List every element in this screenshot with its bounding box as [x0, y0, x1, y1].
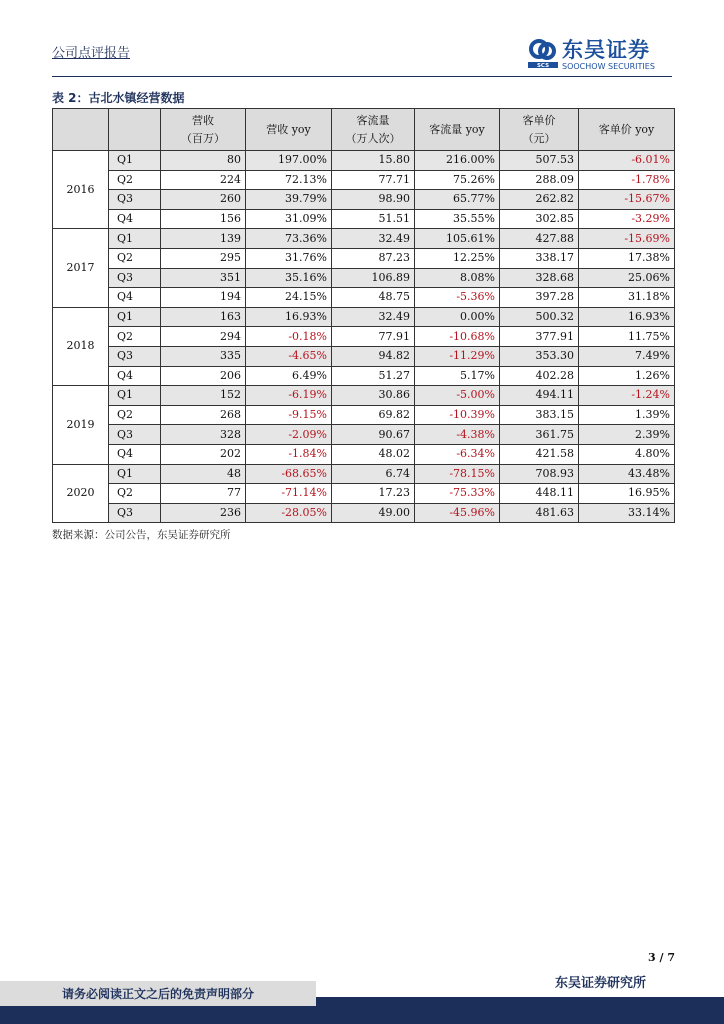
header-revenue: 营收 （百万） [161, 109, 246, 151]
quarter-cell: Q1 [109, 151, 161, 171]
table-row [53, 288, 675, 308]
value-cell: 295 [161, 248, 246, 268]
table-body [53, 151, 675, 523]
value-cell: 377.91 [500, 327, 579, 347]
value-cell: -1.78% [579, 170, 675, 190]
value-cell: -9.15% [246, 405, 332, 425]
value-cell: 163 [161, 307, 246, 327]
value-cell: -28.05% [246, 503, 332, 523]
year-cell: 2016 [53, 151, 109, 229]
quarter-cell: Q4 [109, 209, 161, 229]
value-cell: 288.09 [500, 170, 579, 190]
value-cell: -4.65% [246, 346, 332, 366]
value-cell: -15.69% [579, 229, 675, 249]
logo-mark-text: SCS [536, 63, 550, 68]
value-cell: 328 [161, 425, 246, 445]
header-year-cell [53, 109, 109, 151]
value-cell: -11.29% [415, 346, 500, 366]
year-cell: 2017 [53, 229, 109, 307]
header-divider [52, 76, 672, 77]
value-cell: 25.06% [579, 268, 675, 288]
value-cell: -6.19% [246, 386, 332, 406]
header-price-yoy: 客单价 yoy [579, 109, 675, 151]
value-cell: 16.95% [579, 484, 675, 504]
value-cell: 16.93% [246, 307, 332, 327]
value-cell: 421.58 [500, 444, 579, 464]
value-cell: 33.14% [579, 503, 675, 523]
year-cell: 2020 [53, 464, 109, 523]
table-row [53, 346, 675, 366]
value-cell: 268 [161, 405, 246, 425]
value-cell: 17.38% [579, 248, 675, 268]
value-cell: 51.51 [332, 209, 415, 229]
value-cell: 39.79% [246, 190, 332, 210]
value-cell: 35.55% [415, 209, 500, 229]
value-cell: 16.93% [579, 307, 675, 327]
quarter-cell: Q1 [109, 464, 161, 484]
value-cell: 6.49% [246, 366, 332, 386]
value-cell: -6.34% [415, 444, 500, 464]
year-cell: 2019 [53, 386, 109, 464]
value-cell: 73.36% [246, 229, 332, 249]
disclaimer-text: 请务必阅读正文之后的免责声明部分 [62, 987, 255, 1001]
value-cell: 152 [161, 386, 246, 406]
value-cell: 43.48% [579, 464, 675, 484]
value-cell: 94.82 [332, 346, 415, 366]
value-cell: 338.17 [500, 248, 579, 268]
value-cell: 351 [161, 268, 246, 288]
value-cell: 481.63 [500, 503, 579, 523]
value-cell: -75.33% [415, 484, 500, 504]
value-cell: 156 [161, 209, 246, 229]
value-cell: 15.80 [332, 151, 415, 171]
report-type-label: 公司点评报告 [52, 46, 131, 61]
value-cell: 1.26% [579, 366, 675, 386]
value-cell: -68.65% [246, 464, 332, 484]
value-cell: 35.16% [246, 268, 332, 288]
table-row [53, 444, 675, 464]
value-cell: 194 [161, 288, 246, 308]
value-cell: 4.80% [579, 444, 675, 464]
value-cell: 31.76% [246, 248, 332, 268]
value-cell: 80 [161, 151, 246, 171]
value-cell: 24.15% [246, 288, 332, 308]
logo-name-cn: 东吴证券 [562, 38, 650, 62]
header-visitors: 客流量 （万人次） [332, 109, 415, 151]
value-cell: -10.39% [415, 405, 500, 425]
operating-data-table [52, 108, 675, 523]
value-cell: 294 [161, 327, 246, 347]
value-cell: 77 [161, 484, 246, 504]
value-cell: 87.23 [332, 248, 415, 268]
value-cell: 32.49 [332, 229, 415, 249]
value-cell: 353.30 [500, 346, 579, 366]
value-cell: 12.25% [415, 248, 500, 268]
quarter-cell: Q4 [109, 444, 161, 464]
value-cell: -0.18% [246, 327, 332, 347]
quarter-cell: Q4 [109, 366, 161, 386]
year-cell: 2018 [53, 307, 109, 385]
value-cell: 17.23 [332, 484, 415, 504]
value-cell: -6.01% [579, 151, 675, 171]
value-cell: 31.09% [246, 209, 332, 229]
table-header-row [53, 109, 675, 151]
value-cell: 48.02 [332, 444, 415, 464]
quarter-cell: Q1 [109, 386, 161, 406]
table-row [53, 229, 675, 249]
value-cell: 402.28 [500, 366, 579, 386]
quarter-cell: Q3 [109, 268, 161, 288]
quarter-cell: Q3 [109, 190, 161, 210]
value-cell: 90.67 [332, 425, 415, 445]
value-cell: 328.68 [500, 268, 579, 288]
quarter-cell: Q3 [109, 503, 161, 523]
value-cell: 49.00 [332, 503, 415, 523]
page-number: 3 / 7 [648, 951, 675, 964]
value-cell: -3.29% [579, 209, 675, 229]
value-cell: 48.75 [332, 288, 415, 308]
value-cell: 1.39% [579, 405, 675, 425]
value-cell: 98.90 [332, 190, 415, 210]
quarter-cell: Q1 [109, 307, 161, 327]
value-cell: 72.13% [246, 170, 332, 190]
value-cell: -1.24% [579, 386, 675, 406]
table-row [53, 190, 675, 210]
value-cell: 383.15 [500, 405, 579, 425]
value-cell: 236 [161, 503, 246, 523]
quarter-cell: Q4 [109, 288, 161, 308]
value-cell: 48 [161, 464, 246, 484]
value-cell: -5.00% [415, 386, 500, 406]
value-cell: 260 [161, 190, 246, 210]
value-cell: -4.38% [415, 425, 500, 445]
table-row [53, 209, 675, 229]
value-cell: -78.15% [415, 464, 500, 484]
value-cell: 708.93 [500, 464, 579, 484]
value-cell: 30.86 [332, 386, 415, 406]
value-cell: 500.32 [500, 307, 579, 327]
company-logo [528, 38, 678, 72]
table-caption: 表 2：古北水镇经营数据 [52, 91, 185, 105]
quarter-cell: Q2 [109, 248, 161, 268]
quarter-cell: Q1 [109, 229, 161, 249]
value-cell: 0.00% [415, 307, 500, 327]
table-row [53, 425, 675, 445]
table-row [53, 366, 675, 386]
value-cell: 51.27 [332, 366, 415, 386]
value-cell: 224 [161, 170, 246, 190]
value-cell: 335 [161, 346, 246, 366]
value-cell: 106.89 [332, 268, 415, 288]
table-row [53, 464, 675, 484]
quarter-cell: Q2 [109, 327, 161, 347]
data-source-note: 数据来源：公司公告，东吴证券研究所 [52, 529, 231, 541]
value-cell: -1.84% [246, 444, 332, 464]
logo-mark-icon [528, 38, 558, 68]
table-row [53, 268, 675, 288]
value-cell: 77.71 [332, 170, 415, 190]
logo-name-en: SOOCHOW SECURITIES [562, 62, 655, 71]
table-row [53, 151, 675, 171]
value-cell: 361.75 [500, 425, 579, 445]
value-cell: -10.68% [415, 327, 500, 347]
value-cell: 11.75% [579, 327, 675, 347]
value-cell: 427.88 [500, 229, 579, 249]
value-cell: -2.09% [246, 425, 332, 445]
value-cell: 5.17% [415, 366, 500, 386]
table-row [53, 170, 675, 190]
value-cell: 197.00% [246, 151, 332, 171]
value-cell: -45.96% [415, 503, 500, 523]
table-row [53, 327, 675, 347]
value-cell: 69.82 [332, 405, 415, 425]
value-cell: 8.08% [415, 268, 500, 288]
quarter-cell: Q3 [109, 425, 161, 445]
value-cell: 31.18% [579, 288, 675, 308]
table-row [53, 484, 675, 504]
value-cell: 139 [161, 229, 246, 249]
value-cell: 206 [161, 366, 246, 386]
quarter-cell: Q2 [109, 405, 161, 425]
value-cell: 32.49 [332, 307, 415, 327]
table-row [53, 503, 675, 523]
quarter-cell: Q2 [109, 484, 161, 504]
footer-org-name: 东吴证券研究所 [555, 976, 647, 991]
table-row [53, 248, 675, 268]
value-cell: -71.14% [246, 484, 332, 504]
header-visitors-yoy: 客流量 yoy [415, 109, 500, 151]
value-cell: 105.61% [415, 229, 500, 249]
value-cell: 302.85 [500, 209, 579, 229]
table-row [53, 386, 675, 406]
value-cell: 75.26% [415, 170, 500, 190]
header-price: 客单价 （元） [500, 109, 579, 151]
value-cell: 494.11 [500, 386, 579, 406]
footer-disclaimer [0, 981, 316, 1006]
value-cell: 216.00% [415, 151, 500, 171]
table-row [53, 405, 675, 425]
value-cell: -5.36% [415, 288, 500, 308]
table-row [53, 307, 675, 327]
value-cell: 397.28 [500, 288, 579, 308]
quarter-cell: Q3 [109, 346, 161, 366]
header-quarter-cell [109, 109, 161, 151]
quarter-cell: Q2 [109, 170, 161, 190]
value-cell: 202 [161, 444, 246, 464]
value-cell: -15.67% [579, 190, 675, 210]
value-cell: 7.49% [579, 346, 675, 366]
value-cell: 65.77% [415, 190, 500, 210]
value-cell: 2.39% [579, 425, 675, 445]
value-cell: 77.91 [332, 327, 415, 347]
header-revenue-yoy: 营收 yoy [246, 109, 332, 151]
value-cell: 6.74 [332, 464, 415, 484]
value-cell: 448.11 [500, 484, 579, 504]
value-cell: 507.53 [500, 151, 579, 171]
value-cell: 262.82 [500, 190, 579, 210]
